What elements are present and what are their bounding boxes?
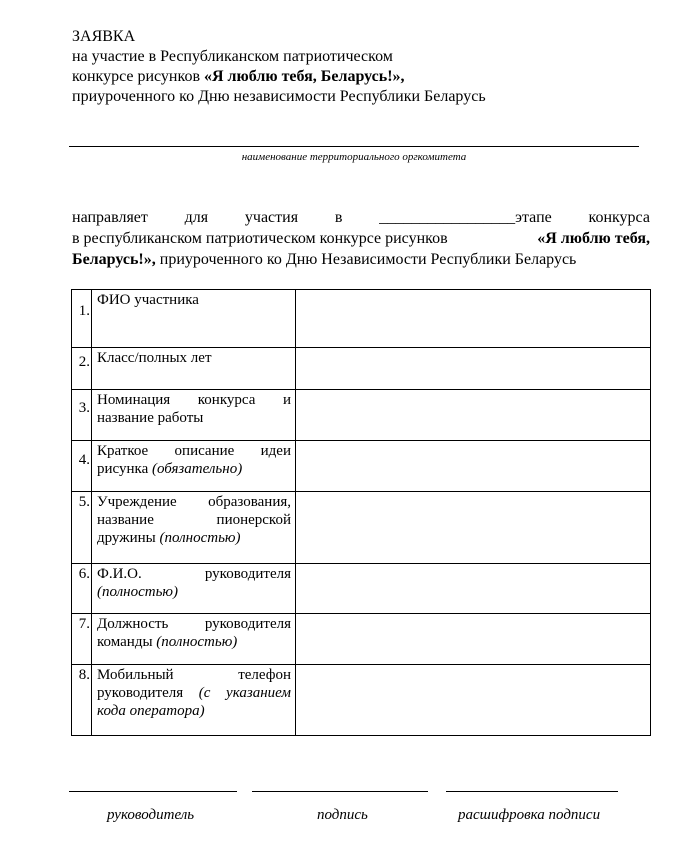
row-label-cell bbox=[92, 665, 296, 736]
application-form-table bbox=[71, 289, 651, 736]
table-row bbox=[72, 492, 651, 564]
table-row bbox=[72, 348, 651, 390]
row-label: Должность руководителя команды bbox=[97, 616, 291, 650]
contest-name-part-2: Беларусь!», bbox=[72, 251, 156, 268]
row-number: 6. bbox=[78, 566, 90, 582]
paragraph-line-2-text: в республиканском патриотическом конкурсе рисунков bbox=[72, 230, 448, 247]
word: для bbox=[184, 209, 209, 226]
row-value-cell[interactable] bbox=[296, 492, 651, 564]
row-label-cell bbox=[92, 441, 296, 492]
row-label: Класс/полных лет bbox=[97, 350, 212, 366]
row-value-cell[interactable] bbox=[296, 348, 651, 390]
table-row bbox=[72, 441, 651, 492]
direction-paragraph bbox=[72, 207, 650, 270]
table-row bbox=[72, 390, 651, 441]
row-number-cell bbox=[72, 348, 92, 390]
stage-blank-with-label bbox=[379, 207, 552, 228]
row-label-note: (полностью) bbox=[159, 530, 241, 546]
row-label-cell bbox=[92, 290, 296, 348]
signature-decoding-caption: расшифровка подписи bbox=[458, 807, 601, 823]
row-label-cell bbox=[92, 390, 296, 441]
stage-blank: _________________ bbox=[379, 209, 516, 226]
row-label-note: (полностью) bbox=[156, 634, 238, 650]
row-value-cell[interactable] bbox=[296, 665, 651, 736]
word: в bbox=[334, 209, 343, 226]
row-value-cell[interactable] bbox=[296, 441, 651, 492]
row-value-cell[interactable] bbox=[296, 390, 651, 441]
row-number: 1. bbox=[78, 303, 90, 319]
row-label-note: (с указанием кода оператора) bbox=[97, 685, 291, 719]
row-number-cell bbox=[72, 492, 92, 564]
header-line-3 bbox=[72, 67, 632, 87]
table-row bbox=[72, 290, 651, 348]
row-value-cell[interactable] bbox=[296, 614, 651, 665]
application-header bbox=[72, 27, 632, 107]
header-line-2: на участие в Республиканском патриотическом bbox=[72, 48, 393, 65]
row-number: 4. bbox=[78, 452, 90, 468]
row-number-cell bbox=[72, 441, 92, 492]
row-number: 5. bbox=[78, 494, 90, 510]
document-title: ЗАЯВКА bbox=[72, 28, 136, 45]
row-number: 2. bbox=[78, 354, 90, 370]
row-label: Мобильный телефон руководителя bbox=[97, 667, 291, 701]
table-row bbox=[72, 665, 651, 736]
row-label: ФИО участника bbox=[97, 292, 199, 308]
word: конкурса bbox=[588, 209, 650, 226]
row-number-cell bbox=[72, 665, 92, 736]
word: направляет bbox=[72, 209, 148, 226]
row-label: Ф.И.О. руководителя bbox=[97, 566, 291, 582]
row-label: Номинация конкурса и название работы bbox=[97, 392, 291, 426]
table-row bbox=[72, 614, 651, 665]
signature-caption: подпись bbox=[317, 807, 368, 823]
row-number-cell bbox=[72, 564, 92, 614]
signature-decoding-line[interactable] bbox=[446, 791, 618, 792]
row-label-note: (полностью) bbox=[97, 584, 178, 600]
row-value-cell[interactable] bbox=[296, 290, 651, 348]
paragraph-line-1 bbox=[72, 207, 650, 228]
row-label: Учреждение образования, название пионерской дружины bbox=[97, 494, 291, 546]
contest-name: «Я люблю тебя, Беларусь!», bbox=[204, 68, 405, 85]
word: участия bbox=[244, 209, 299, 226]
paragraph-line-3 bbox=[72, 249, 650, 270]
row-value-cell[interactable] bbox=[296, 564, 651, 614]
row-label-cell bbox=[92, 348, 296, 390]
row-label: Краткое описание идеи рисунка bbox=[97, 443, 291, 477]
header-line-3-text: конкурсе рисунков bbox=[72, 68, 204, 85]
row-number-cell bbox=[72, 390, 92, 441]
row-label-cell bbox=[92, 564, 296, 614]
paragraph-line-2 bbox=[72, 228, 650, 249]
contest-name-part-1: «Я люблю тебя, bbox=[537, 230, 650, 247]
org-committee-field-line bbox=[69, 146, 639, 147]
head-caption: руководитель bbox=[107, 807, 195, 823]
signature-line[interactable] bbox=[252, 791, 428, 792]
row-number-cell bbox=[72, 290, 92, 348]
paragraph-line-3-text: приуроченного ко Дню Независимости Республики Беларусь bbox=[155, 251, 577, 268]
row-label-cell bbox=[92, 492, 296, 564]
word: этапе bbox=[515, 209, 552, 226]
row-number: 7. bbox=[78, 616, 90, 632]
head-signature-line[interactable] bbox=[69, 791, 237, 792]
org-committee-caption: наименование территориального оргкомитета bbox=[241, 151, 467, 163]
row-number: 8. bbox=[78, 667, 90, 683]
header-line-4: приуроченного ко Дню независимости Республики Беларусь bbox=[72, 88, 486, 105]
table-row bbox=[72, 564, 651, 614]
row-number-cell bbox=[72, 614, 92, 665]
row-label-cell bbox=[92, 614, 296, 665]
row-label-note: (обязательно) bbox=[151, 461, 243, 477]
row-number: 3. bbox=[78, 400, 90, 416]
